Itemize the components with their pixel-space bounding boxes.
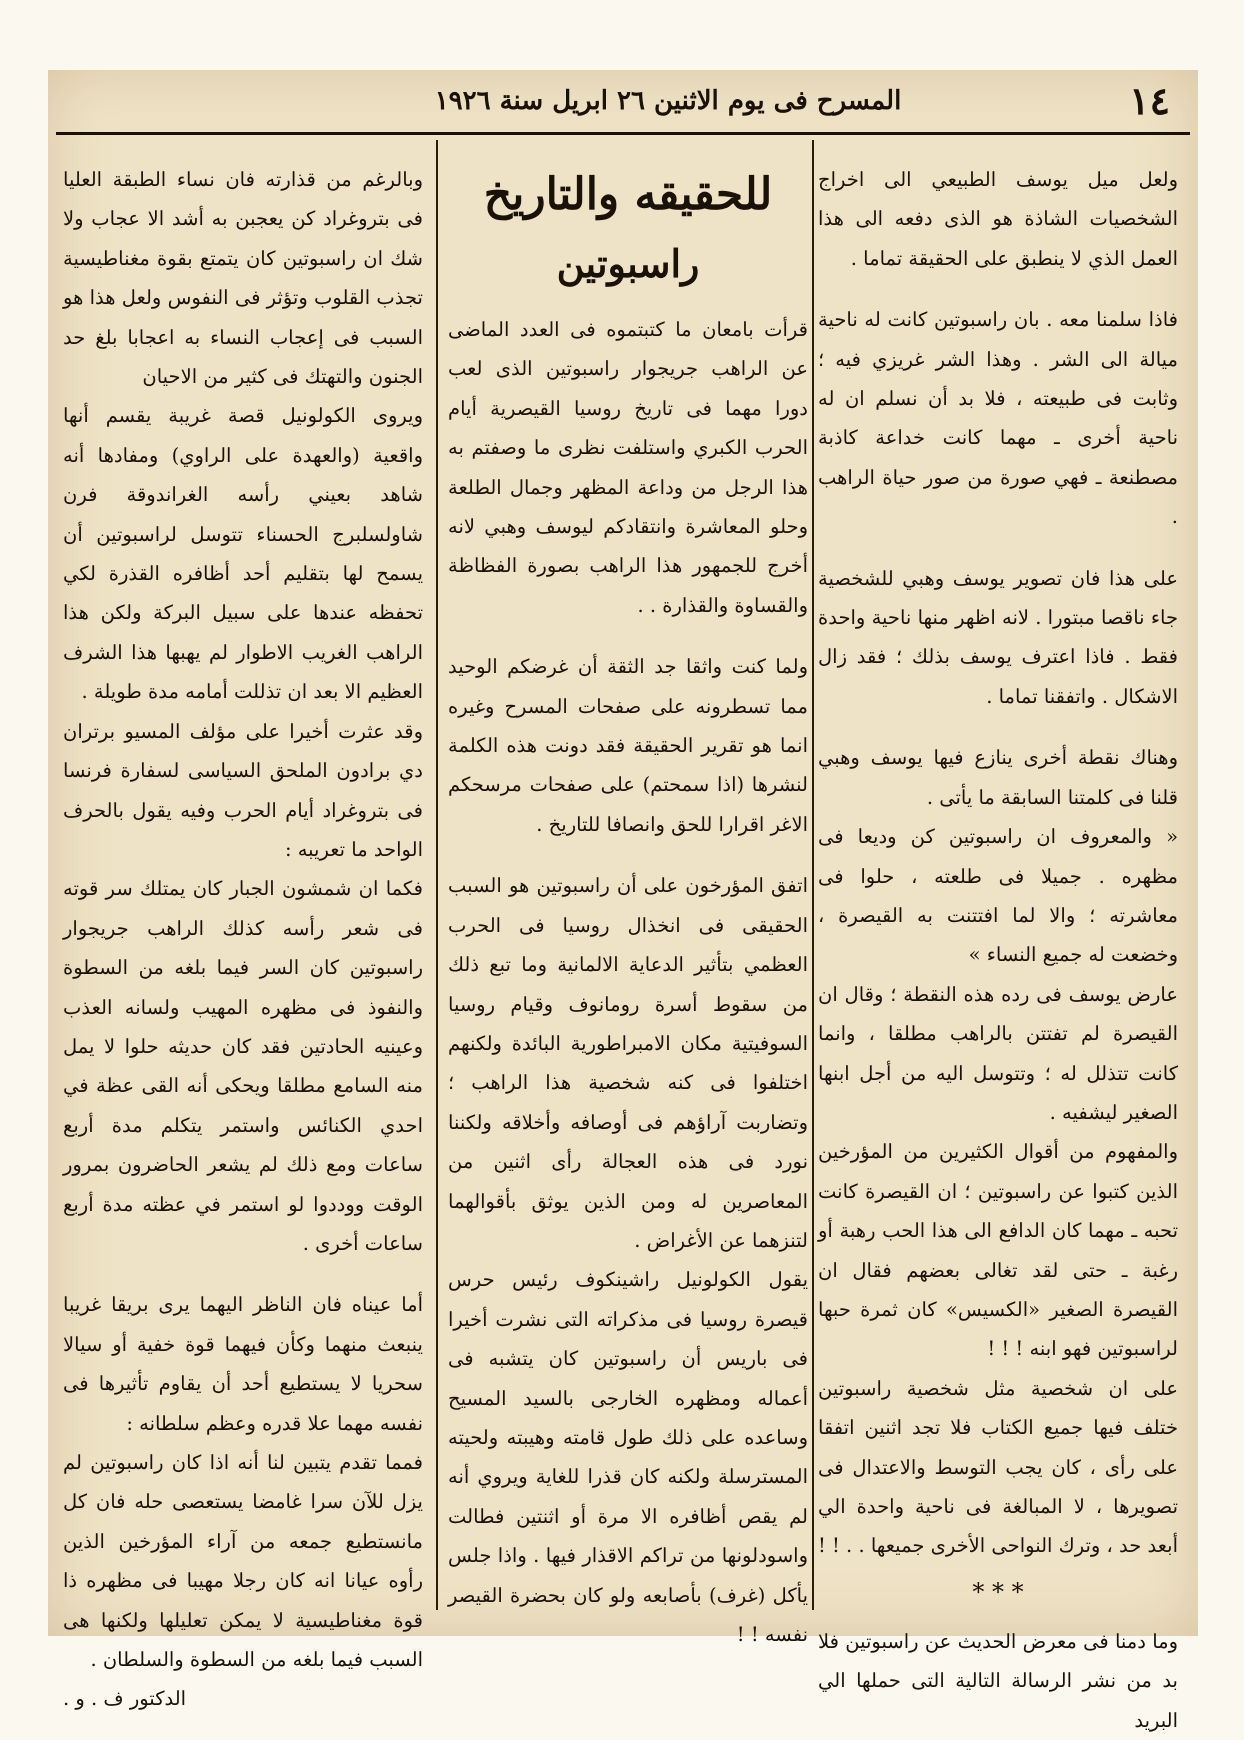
article-title: للحقيقه والتاريخ [483,169,773,220]
paragraph: وقد عثرت أخيرا على مؤلف المسيو برتران دي برادون الملحق السياسى لسفارة فرنسا فى بتروغراد أيام الحرب وفيه يقول بالحرف الواحد ما تعريبه : [63,719,423,861]
section-asterisks: * * * [972,1577,1024,1606]
column-middle [448,160,808,1646]
author-signature: الدكتور ف . و . [63,1687,187,1711]
paragraph: وبالرغم من قذارته فان نساء الطبقة العليا فى بتروغراد كن يعجبن به أشد الا عجاب ولا شك ان راسبوتين كان يتمتع بقوة مغناطيسية تجذب القلوب وتؤثر فى النفوس ولعل هذا هو السبب فى إعجاب النساء به اعجابا بلغ حد الجنون والتهتك فى كثير من الاحيان [63,168,423,389]
paragraph: فمما تقدم يتبين لنا أنه اذا كان راسبوتين لم يزل للآن سرا غامضا يستعصى حله فان كل مانستطيع جمعه من آراء المؤرخين الذين رأوه عيانا انه كان رجلا مهيبا فى مظهره ذا قوة مغناطيسية لا يمكن تعليلها ولكنها هى السبب فيما بلغه من السطوة والسلطان . [63,1451,423,1672]
newspaper-page [48,70,1198,1732]
paragraph: وما دمنا فى معرض الحديث عن راسبوتين فلا بد من نشر الرسالة التالية التى حملها الي البريد [818,1629,1178,1732]
column-left [63,160,423,1711]
paragraph: ولما كنت واثقا جد الثقة أن غرضكم الوحيد مما تسطرونه على صفحات المسرح وغيره انما هو تقرير الحقيقة فقد دونت هذه الكلمة لنشرها (اذا سمحتم) على صفحات مرسحكم الاغر اقرارا للحق وانصافا للتاريخ . [448,655,808,836]
paragraph: عارض يوسف فى رده هذه النقطة ؛ وقال ان القيصرة لم تفتتن بالراهب مطلقا ، وانما كانت تتذلل له ؛ وتتوسل اليه من أجل ابنها الصغير ليشفيه . [818,982,1178,1124]
paragraph: فكما ان شمشون الجبار كان يمتلك سر قوته فى شعر رأسه كذلك الراهب جريجوار راسبوتين كان السر فيما بلغه من السطوة والنفوذ فى مظهره المهيب ولسانه العذب وعينيه الحادتين فقد كان حديثه حلوا لا يمل منه السامع مطلقا ويحكى أنه القى عظة في احدي الكنائس واستمر يتكلم مدة أربع ساعات ومع ذلك لم يشعر الحاضرون بمرور الوقت ووددوا لو استمر في عظته مدة أربع ساعات أخرى . [63,877,423,1255]
paragraph: فاذا سلمنا معه . بان راسبوتين كانت له ناحية ميالة الى الشر . وهذا الشر غريزي فيه ؛ وثابت فى طبيعته ، فلا بد أن نسلم ان له ناحية أخرى ـ مهما كانت خداعة كاذبة مصطنعة ـ فهي صورة من صور حياة الراهب . [818,308,1178,529]
page-header [48,70,1198,136]
paragraph: أما عيناه فان الناظر اليهما يرى بريقا غريبا ينبعث منهما وكأن فيهما قوة خفية أو سيالا سحريا لا يستطيع أحد أن يقاوم تأثيرها فى نفسه مهما علا قدره وعظم سلطانه : [63,1293,423,1435]
page-number: ١٤ [1129,78,1170,123]
paragraph: على هذا فان تصوير يوسف وهبي للشخصية جاء ناقصا مبتورا . لانه اظهر منها ناحية واحدة فقط . فاذا اعترف يوسف بذلك ؛ فقد زال الاشكال . واتفقنا تماما . [818,566,1178,708]
column-divider-left [436,140,438,1610]
column-divider-right [812,140,814,1610]
paragraph: « والمعروف ان راسبوتين كن وديعا فى مظهره . جميلا فى طلعته ، حلوا فى معاشرته ؛ والا لما افتتنت به القيصرة ، وخضعت له جميع النساء » [818,825,1178,967]
column-right [817,160,1178,1732]
paragraph: ويروى الكولونيل قصة غريبة يقسم أنها واقعية (والعهدة على الراوي) ومفادها أنه شاهد بعيني رأسه الغراندوقة فرن شاولسلبرج الحسناء تتوسل لراسبوتين أن يسمح لها بتقليم أحد أظافره القذرة لكي تحفظه عندها على سبيل البركة ولكن هذا الراهب الغريب الاطوار لم يهبها هذا الشرف العظيم الا بعد ان تذللت أمامه مدة طويلة . [63,404,423,704]
paragraph: قرأت بامعان ما كتبتموه فى العدد الماضى عن الراهب جريجوار راسبوتين الذى لعب دورا مهما فى تاريخ روسيا القيصرية أيام الحرب الكبري واستلفت نظرى ما وصفتم به هذا الرجل من وداعة المظهر وجمال الطلعة وحلو المعاشرة وانتقادكم ليوسف وهبي لانه أخرج للجمهور هذا الراهب بصورة الفظاظة والقساوة والقذارة . . [448,318,808,617]
paragraph: والمفهوم من أقوال الكثيرين من المؤرخين الذين كتبوا عن راسبوتين ؛ ان القيصرة كانت تحبه ـ مهما كان الدافع الى هذا الحب رهبة أو رغبة ـ حتى لقد تغالى بعضهم فقال ان القيصرة الصغير «الكسيس» كان ثمرة حبها لراسبوتين فهو ابنه ! ! ! [818,1140,1178,1361]
paragraph: اتفق المؤرخون على أن راسبوتين هو السبب الحقيقى فى انخذال روسيا فى الحرب العظمي بتأثير الدعاية الالمانية وما تبع ذلك من سقوط أسرة رومانوف وقيام روسيا السوفيتية مكان الامبراطورية البائدة ولكنهم اختلفوا فى كنه شخصية هذا الراهب ؛ وتضاربت آراؤهم فى أوصافه وأخلاقه ولكننا نورد فى هذه العجالة رأى اثنين من المعاصرين له ومن الذين يوثق بأقوالهما لتنزهما عن الأغراض . [448,874,808,1252]
paragraph: يقول الكولونيل راشينكوف رئيس حرس قيصرة روسيا فى مذكراته التى نشرت أخيرا فى باريس أن راسبوتين كان يتشبه فى أعماله ومظهره الخارجى بالسيد المسيح وساعده على ذلك طول قامته وهيبته ولحيته المسترسلة ولكنه كان قذرا للغاية ويروي أنه لم يقص أظافره الا مرة أو اثنتين فطالت واسودلونها من تراكم الاقذار فيها . واذا جلس يأكل (غرف) بأصابعه ولو كان بحضرة القيصر نفسه ! ! [448,1268,808,1646]
paragraph: وهناك نقطة أخرى ينازع فيها يوسف وهبي قلنا فى كلمتنا السابقة ما يأتى . [818,746,1178,809]
header-title: المسرح فى يوم الاثنين ٢٦ ابريل سنة ١٩٢٦ [434,86,902,116]
article-subtitle: راسبوتين [556,241,700,286]
paragraph: ولعل ميل يوسف الطبيعي الى اخراج الشخصيات الشاذة هو الذى دفعه الى هذا العمل الذي لا ينطبق على الحقيقة تماما . [818,168,1178,270]
paragraph: على ان شخصية مثل شخصية راسبوتين ختلف فيها جميع الكتاب فلا تجد اثنين اتفقا على رأى ، كان يجب التوسط والاعتدال فى تصويرها ، لا المبالغة فى ناحية واحدة الي أبعد حد ، وترك النواحى الأخرى جميعها . . ! ! [817,1376,1178,1558]
header-rule [56,132,1190,135]
